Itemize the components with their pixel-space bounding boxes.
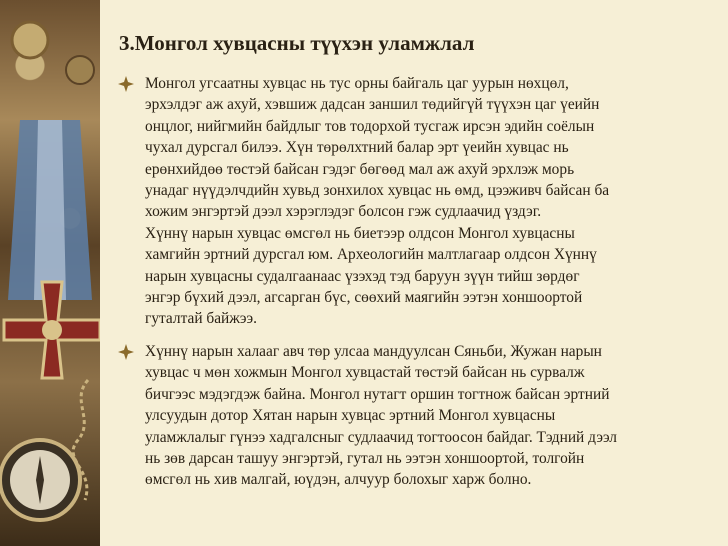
bullet-item bbox=[118, 73, 723, 338]
bullet-text: Хүннү нарын халааг авч төр улсаа мандуулсан Сяньби, Жужан нарын хувцас ч мөн хожмын Монгол хувцастай төстэй байсан нь сурвалж бичгээс мэдэгдэж байна. Монгол нутагт оршин тогтнож байсан эртний улсуудын дотор Хятан нарын хувцас эртний Монгол хувцасны уламжлалыг гүнээ хадгалсныг судлаачид тогтоосон байдаг. Тэдний дээл нь зөв дарсан ташуу энгэртэй, гутал нь ээтэн хоншоортой, толгойн өмсгөл нь хив малгай, юүдэн, алчуур болохыг харж болно. bbox=[145, 343, 617, 489]
slide-content bbox=[100, 0, 728, 546]
bullet-item bbox=[118, 341, 723, 501]
diamond-bullet-icon bbox=[118, 344, 134, 360]
medal-collage-image bbox=[0, 0, 100, 546]
coin-medal-icon bbox=[12, 22, 48, 58]
decorative-collage bbox=[0, 0, 100, 546]
diamond-bullet-icon bbox=[118, 76, 134, 92]
slide-title: 3.Монгол хувцасны түүхэн уламжлал bbox=[119, 31, 475, 55]
bullet-text: Монгол угсаатны хувцас нь тус орны байгаль цаг уурын нөхцөл, эрхэлдэг аж ахуй, хэвшиж дадсан заншил төдийгүй түүхэн цаг үеийн онцлог, нийгмийн байдлыг тов тодорхой тусгаж ирсэн эдийн соёлын чухал дурсгал билээ. Хүн төрөлхтний балар эрт үеийн хувцас нь ерөнхийдөө төстэй байсан гэдэг бөгөөд мал аж ахуй эрхлэж морь унадаг нүүдэлчдийн хувьд зонхилох хувцас нь өмд, цээживч байсан ба хожим энгэртэй дээл хэрэглэдэг болсон гэж судлаачид үздэг. Хүннү нарын хувцас өмсгөл нь биетээр олдсон Монгол хувцасны хамгийн эртний дурсгал юм. Археологийн малтлагаар олдсон Хүннү нарын хувцасны судалгаанаас үзэхэд тэд баруун зүүн тийш зөрдөг энгэр бүхий дээл, агсарган бүс, сөөхий маягийн ээтэн хоншоортой гуталтай байжээ. bbox=[145, 75, 610, 328]
